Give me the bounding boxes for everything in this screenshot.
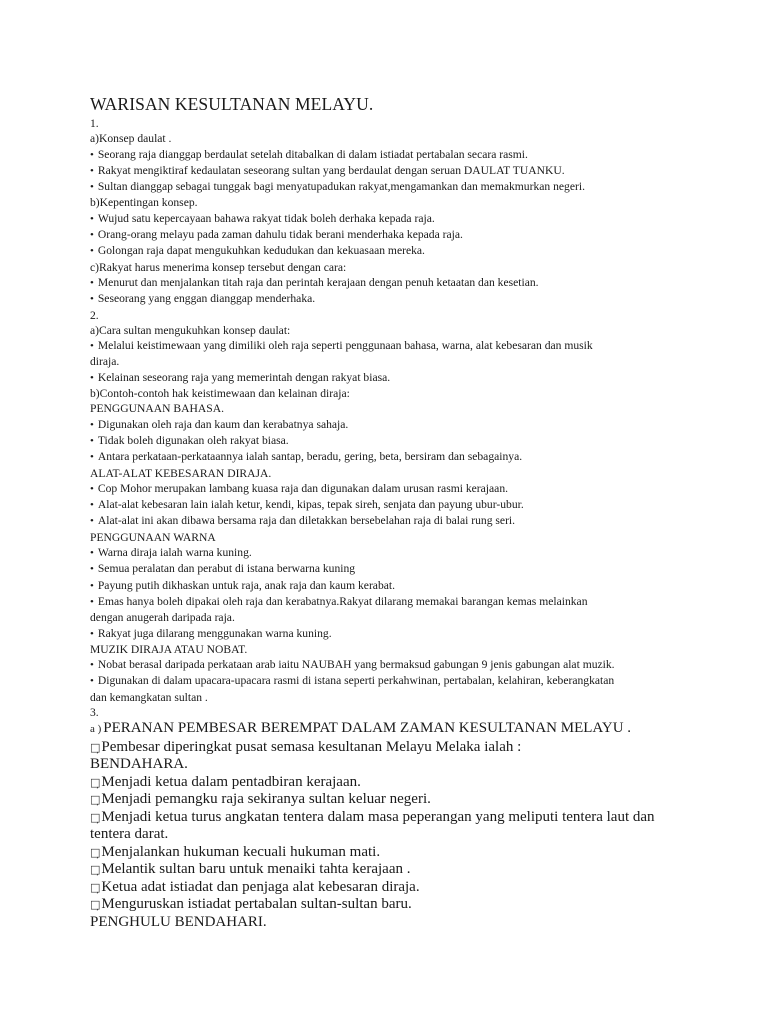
square-bullet-icon: □̦ — [90, 810, 101, 824]
document-body — [90, 94, 690, 931]
list-item: • Emas hanya boleh dipakai oleh raja dan kerabatnya.Rakyat dilarang memakai barangan kemas melainkan — [90, 594, 690, 610]
list-item: □̦Menjalankan hukuman kecuali hukuman mati. — [90, 843, 381, 860]
list-item: • Alat-alat ini akan dibawa bersama raja dan diletakkan bersebelahan raja di balai rung seri. — [90, 513, 690, 529]
square-bullet-icon: □̦ — [90, 880, 101, 894]
list-item: □̦Menguruskan istiadat pertabalan sultan-sultan baru. — [90, 896, 412, 913]
heading-alat-kebesaran: ALAT-ALAT KEBESARAN DIRAJA. — [90, 466, 272, 480]
document-title: WARISAN KESULTANAN MELAYU. — [90, 94, 374, 114]
square-bullet-icon: □̦ — [90, 898, 101, 912]
list-item: • Rakyat juga dilarang menggunakan warna kuning. — [90, 626, 690, 642]
list-item: • Orang-orang melayu pada zaman dahulu tidak berani menderhaka kepada raja. — [90, 227, 690, 243]
list-item: • Seseorang yang enggan dianggap menderhaka. — [90, 291, 690, 307]
subheading-konsep-daulat: a)Konsep daulat . — [90, 132, 172, 146]
heading-muzik-diraja: MUZIK DIRAJA ATAU NOBAT. — [90, 642, 248, 656]
square-bullet-icon: □̦ — [90, 775, 101, 789]
subheading-peranan-pembesar — [90, 720, 690, 739]
list-item: • Rakyat mengiktiraf kedaulatan seseorang sultan yang berdaulat dengan seruan DAULAT TUANKU. — [90, 163, 690, 179]
list-item-continuation: dan kemangkatan sultan . — [90, 690, 208, 704]
list-item: □̦Pembesar diperingkat pusat semasa kesultanan Melayu Melaka ialah : — [90, 738, 522, 755]
heading-bendahara: BENDAHARA. — [90, 756, 188, 773]
list-item-continuation: diraja. — [90, 355, 120, 369]
square-bullet-icon: □̦ — [90, 793, 101, 807]
list-item: • Menurut dan menjalankan titah raja dan perintah kerajaan dengan penuh ketaatan dan kesetian. — [90, 275, 690, 291]
list-item: □̦Melantik sultan baru untuk menaiki tahta kerajaan . — [90, 861, 411, 878]
list-item: • Digunakan oleh raja dan kaum dan kerabatnya sahaja. — [90, 417, 690, 433]
section-number-2: 2. — [90, 308, 99, 322]
heading-penggunaan-warna: PENGGUNAAN WARNA — [90, 530, 216, 544]
list-item: • Nobat berasal daripada perkataan arab iaitu NAUBAH yang bermaksud gabungan 9 jenis gabungan alat muzik. — [90, 657, 690, 673]
heading-penggunaan-bahasa: PENGGUNAAN BAHASA. — [90, 402, 224, 416]
heading-penghulu-bendahari: PENGHULU BENDAHARI. — [90, 913, 267, 930]
list-item: • Payung putih dikhaskan untuk raja, anak raja dan kaum kerabat. — [90, 578, 690, 594]
list-item: • Antara perkataan-perkataannya ialah santap, beradu, gering, beta, bersiram dan sebagainya. — [90, 449, 690, 465]
list-item: □̦Menjadi ketua dalam pentadbiran kerajaan. — [90, 773, 361, 790]
list-item: □̦Menjadi ketua turus angkatan tentera dalam masa peperangan yang meliputi tentera laut dan — [90, 808, 655, 825]
item-marker: a ) — [90, 723, 102, 736]
list-item: • Warna diraja ialah warna kuning. — [90, 545, 690, 561]
section-number-3: 3. — [90, 705, 99, 719]
subheading-contoh-hak: b)Contoh-contoh hak keistimewaan dan kelainan diraja: — [90, 387, 350, 401]
list-item: • Kelainan seseorang raja yang memerintah dengan rakyat biasa. — [90, 370, 690, 386]
section-number-1: 1. — [90, 117, 99, 130]
list-item: □̦Ketua adat istiadat dan penjaga alat kebesaran diraja. — [90, 878, 420, 895]
subheading-text: PERANAN PEMBESAR BEREMPAT DALAM ZAMAN KESULTANAN MELAYU . — [103, 720, 632, 737]
list-item: • Tidak boleh digunakan oleh rakyat biasa. — [90, 433, 690, 449]
square-bullet-icon: □̦ — [90, 740, 101, 754]
list-item-continuation: tentera darat. — [90, 826, 169, 843]
subheading-cara-sultan: a)Cara sultan mengukuhkan konsep daulat: — [90, 323, 291, 337]
subheading-kepentingan-konsep: b)Kepentingan konsep. — [90, 196, 198, 210]
list-item: • Wujud satu kepercayaan bahawa rakyat tidak boleh derhaka kepada raja. — [90, 211, 690, 227]
square-bullet-icon: □̦ — [90, 863, 101, 877]
list-item: • Digunakan di dalam upacara-upacara rasmi di istana seperti perkahwinan, pertabalan, kelahiran, keberangkatan — [90, 673, 690, 689]
list-item: □̦Menjadi pemangku raja sekiranya sultan keluar negeri. — [90, 791, 431, 808]
list-item: • Semua peralatan dan perabut di istana berwarna kuning — [90, 561, 690, 577]
list-item: • Cop Mohor merupakan lambang kuasa raja dan digunakan dalam urusan rasmi kerajaan. — [90, 481, 690, 497]
list-item: • Sultan dianggap sebagai tunggak bagi menyatupadukan rakyat,mengamankan dan memakmurkan negeri. — [90, 179, 690, 195]
list-item: • Seorang raja dianggap berdaulat setelah ditabalkan di dalam istiadat pertabalan secara rasmi. — [90, 147, 690, 163]
list-item-continuation: dengan anugerah daripada raja. — [90, 611, 235, 625]
list-item: • Melalui keistimewaan yang dimiliki oleh raja seperti penggunaan bahasa, warna, alat kebesaran dan musik — [90, 338, 690, 354]
list-item: • Golongan raja dapat mengukuhkan kedudukan dan kekuasaan mereka. — [90, 243, 690, 259]
list-item: • Alat-alat kebesaran lain ialah ketur, kendi, kipas, tepak sireh, senjata dan payung ubur-ubur. — [90, 497, 690, 513]
subheading-cara-menerima: c)Rakyat harus menerima konsep tersebut dengan cara: — [90, 260, 347, 274]
square-bullet-icon: □̦ — [90, 845, 101, 859]
